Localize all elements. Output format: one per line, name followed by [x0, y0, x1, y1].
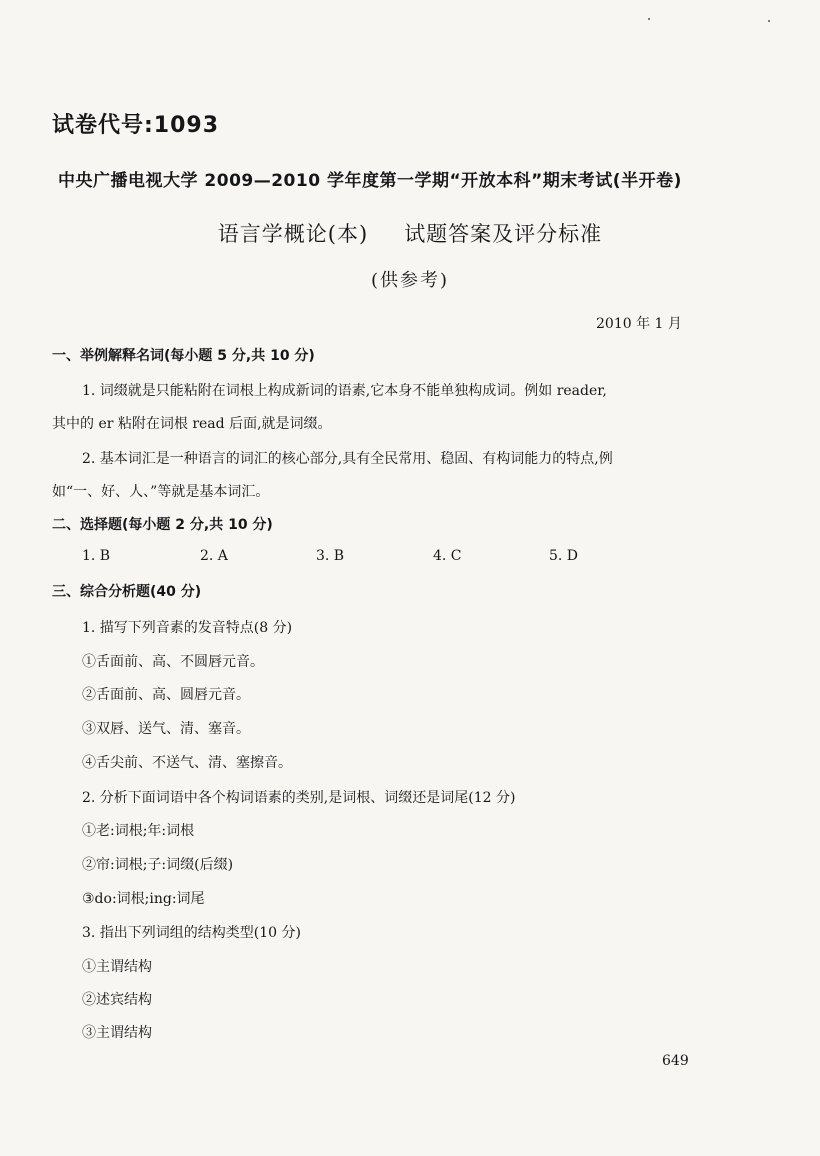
question-1-answer: ③双唇、送气、清、塞音。: [82, 721, 250, 737]
paper-code: 试卷代号:1093: [52, 113, 220, 138]
doc-title: 试题答案及评分标准: [404, 222, 603, 246]
question-1-answer: ④舌尖前、不送气、清、塞擦音。: [82, 755, 292, 771]
scan-speck: [648, 18, 650, 20]
exam-name: 中央广播电视大学 2009—2010 学年度第一学期“开放本科”期末考试(半开卷): [58, 171, 682, 191]
section-1-item-1-line-1: 1. 词缀就是只能粘附在词根上构成新词的语素,它本身不能单独构成词。例如 reader,: [82, 383, 607, 399]
exam-date: 2010 年 1 月: [596, 316, 682, 332]
page-title: [0, 218, 820, 248]
section-2-heading: 二、选择题(每小题 2 分,共 10 分): [52, 517, 273, 533]
choice-answer: 4. C: [433, 548, 462, 564]
choice-answer: 2. A: [200, 548, 228, 564]
question-2-heading: 2. 分析下面词语中各个构词语素的类别,是词根、词缀还是词尾(12 分): [82, 790, 516, 806]
reference-note: (供参考): [370, 270, 450, 291]
section-1-heading: 一、举例解释名词(每小题 5 分,共 10 分): [52, 348, 315, 364]
course-title: 语言学概论(本): [217, 222, 369, 246]
choice-answer: 3. B: [316, 548, 345, 564]
choice-answer: 1. B: [82, 548, 111, 564]
question-3-answer: ③主谓结构: [82, 1025, 152, 1041]
section-1-item-2-line-2: 如“一、好、人、”等就是基本词汇。: [52, 484, 270, 500]
section-3-heading: 三、综合分析题(40 分): [52, 584, 202, 600]
question-3-answer: ②述宾结构: [82, 992, 152, 1008]
choice-answer: 5. D: [549, 548, 579, 564]
section-1-item-1-line-2: 其中的 er 粘附在词根 read 后面,就是词缀。: [52, 416, 332, 432]
question-2-answer: ②帘:词根;子:词缀(后缀): [82, 857, 234, 873]
question-1-answer: ①舌面前、高、不圆唇元音。: [82, 654, 264, 670]
question-2-answer: ③do:词根;ing:词尾: [82, 891, 205, 907]
question-3-heading: 3. 指出下列词组的结构类型(10 分): [82, 925, 301, 941]
scan-speck: [768, 20, 770, 22]
question-1-heading: 1. 描写下列音素的发音特点(8 分): [82, 620, 293, 636]
page-number: 649: [662, 1053, 689, 1069]
question-3-answer: ①主谓结构: [82, 959, 152, 975]
question-1-answer: ②舌面前、高、圆唇元音。: [82, 687, 250, 703]
question-2-answer: ①老:词根;年:词根: [82, 823, 195, 839]
section-1-item-2-line-1: 2. 基本词汇是一种语言的词汇的核心部分,具有全民常用、稳固、有构词能力的特点,例: [82, 451, 613, 467]
